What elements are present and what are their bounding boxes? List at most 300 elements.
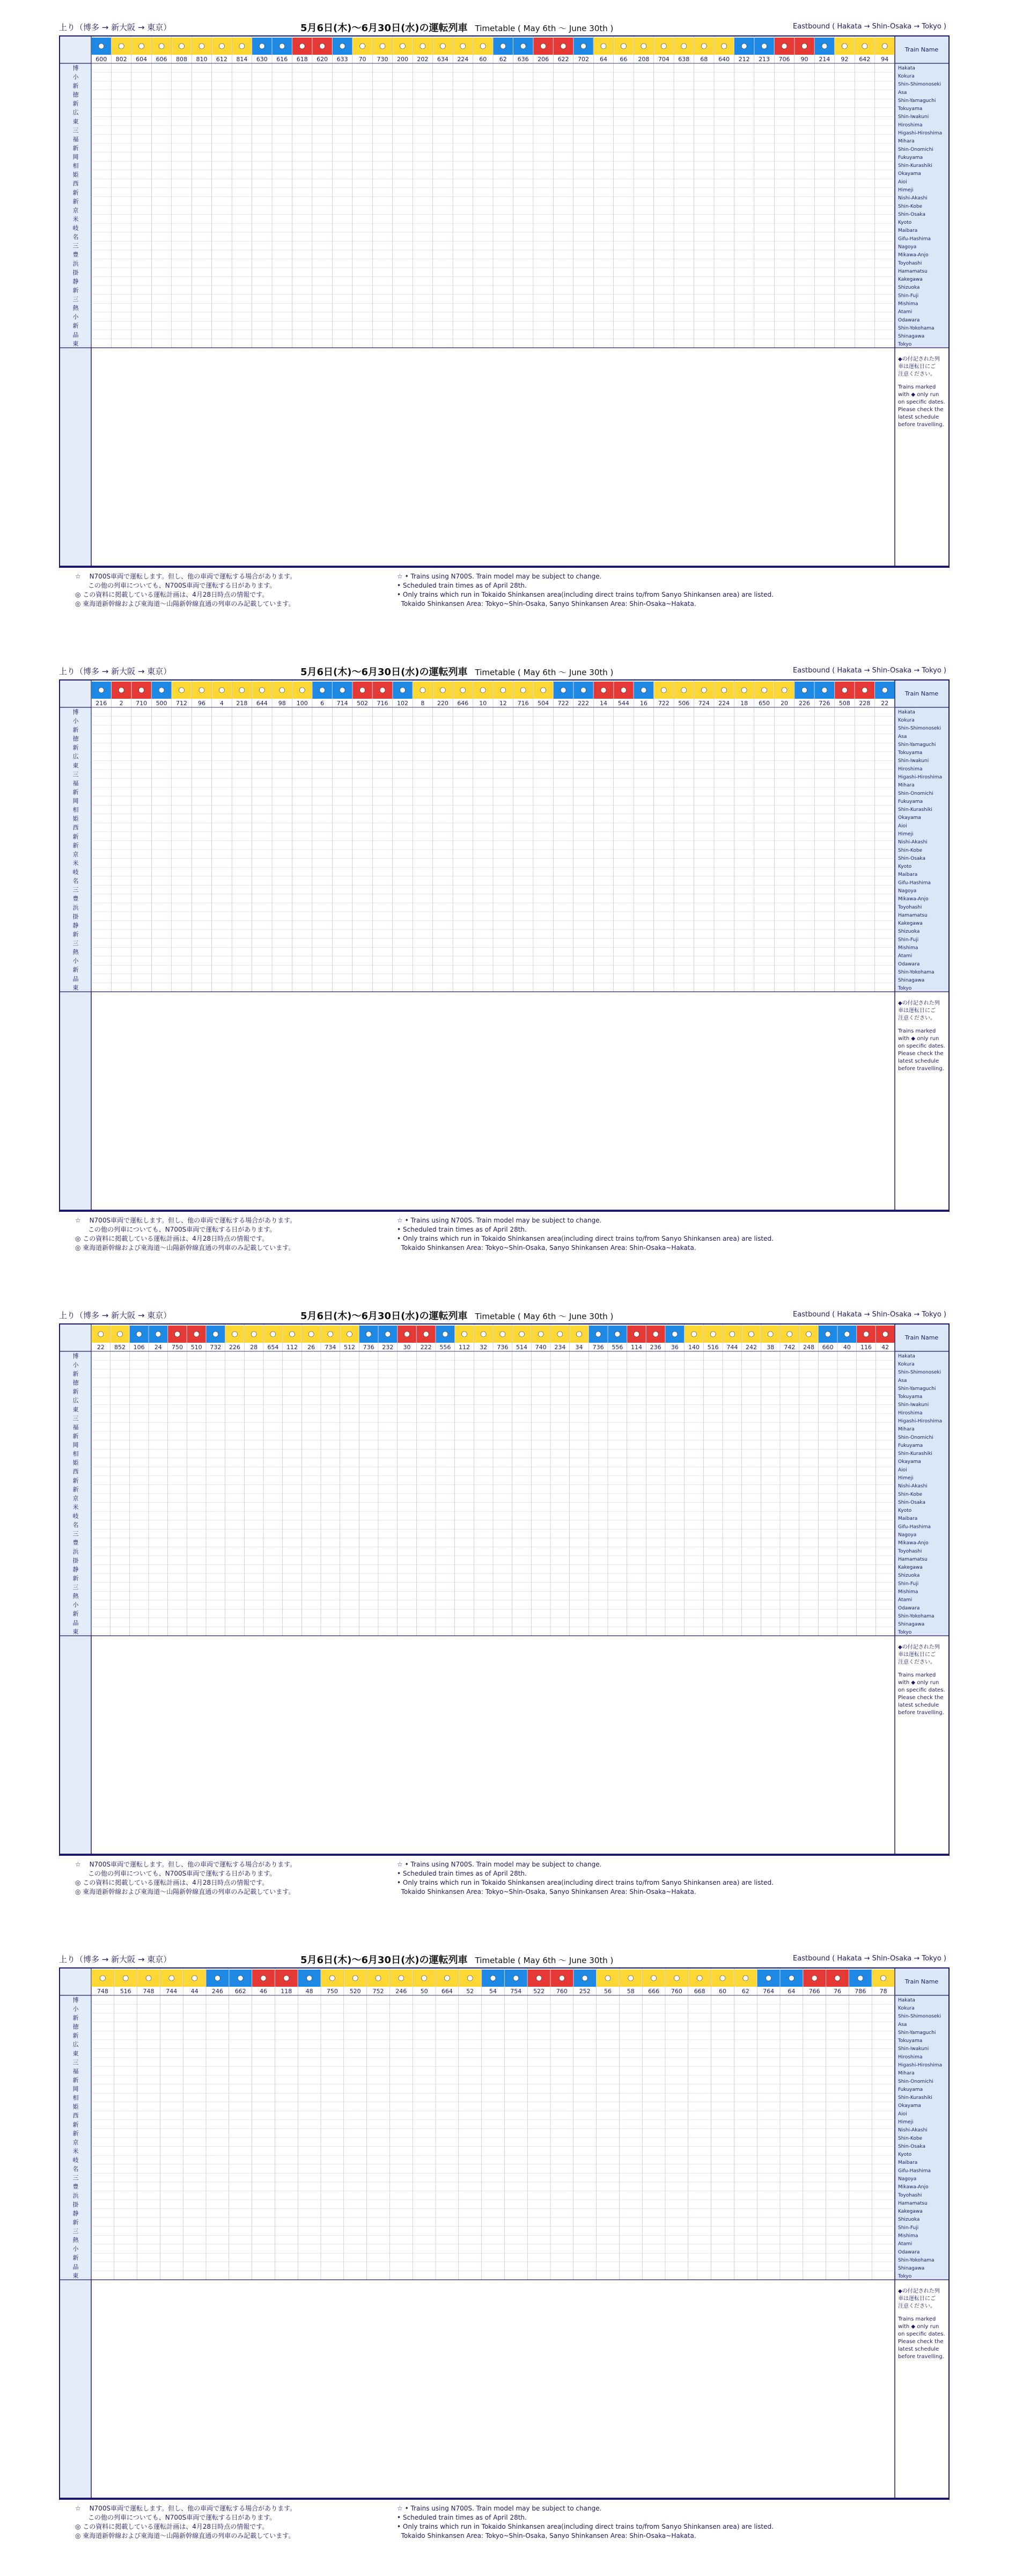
- station-name-en: Nishi-Akashi: [898, 1483, 928, 1489]
- station-name-en: Shin-Shimonoseki: [898, 82, 941, 87]
- timetable-frame: [59, 1323, 950, 1855]
- train-type-icon: [501, 687, 506, 693]
- station-name-jp: 三: [72, 886, 79, 894]
- station-name-jp: 新: [72, 2129, 79, 2137]
- station-name-en: Shin-Osaka: [898, 211, 925, 217]
- station-name-jp: 静: [72, 921, 79, 929]
- train-type-icon: [156, 1331, 161, 1337]
- station-name-en: Aioi: [898, 823, 907, 829]
- station-name-en: Hiroshima: [898, 1410, 923, 1416]
- train-number: 634: [437, 56, 448, 63]
- station-name-jp: 西: [72, 824, 79, 831]
- station-name-jp: 三: [72, 296, 79, 303]
- station-name-en: Mishima: [898, 945, 918, 951]
- station-name-en: Shin-Shimonoseki: [898, 726, 941, 731]
- station-name-jp: 熱: [72, 948, 79, 956]
- station-name-en: Toyohashi: [898, 2192, 922, 2198]
- station-name-jp: 新: [72, 1575, 79, 1582]
- train-number: 206: [538, 56, 549, 63]
- station-column-en: [895, 36, 948, 428]
- train-type-icon: [139, 687, 144, 693]
- train-number: 242: [746, 1344, 757, 1351]
- station-name-en: Maibara: [898, 228, 918, 234]
- train-type-icon: [219, 687, 224, 693]
- station-name-en: Fukuyama: [898, 799, 923, 804]
- train-type-icon: [641, 43, 646, 49]
- note-line: • Only trains which run in Tokaido Shinkansen area(including direct trains to/from Sanyo Shinkansen area) are listed.: [397, 1235, 774, 1242]
- station-name-en: Mikawa-Anjo: [898, 252, 929, 258]
- station-name-jp: 徳: [72, 735, 79, 743]
- station-name-jp: 徳: [72, 1379, 79, 1387]
- divider: [59, 1855, 950, 1856]
- train-type-icon: [722, 687, 727, 693]
- station-name-en: Shin-Kurashiki: [898, 163, 932, 169]
- station-name-jp: 広: [72, 2041, 79, 2048]
- direction-label: Eastbound ( Hakata → Shin-Osaka → Tokyo ): [793, 667, 946, 675]
- train-number: 24: [154, 1344, 162, 1351]
- train-number: 636: [517, 56, 529, 63]
- train-type-icon: [801, 687, 807, 693]
- train-type-icon: [862, 43, 867, 49]
- station-name-en: Okayama: [898, 815, 921, 821]
- side-note-en: with ◆ only run: [898, 1036, 939, 1042]
- train-number: 506: [678, 700, 690, 707]
- train-type-icon: [400, 687, 405, 693]
- train-type-icon: [179, 687, 185, 693]
- station-name-jp: 新: [72, 2032, 79, 2039]
- station-name-en: Mikawa-Anjo: [898, 896, 929, 902]
- train-type-icon: [480, 687, 485, 693]
- train-type-icon: [882, 687, 887, 693]
- station-name-jp: 新: [72, 1477, 79, 1484]
- train-type-icon: [842, 43, 847, 49]
- train-type-icon: [213, 1331, 218, 1337]
- train-type-icon: [782, 687, 787, 693]
- train-number: 48: [305, 1988, 313, 1995]
- train-type-icon: [261, 1975, 266, 1981]
- train-number: 514: [516, 1344, 527, 1351]
- station-name-en: Mishima: [898, 2233, 918, 2239]
- station-name-en: Toyohashi: [898, 260, 922, 266]
- train-number: 732: [210, 1344, 222, 1351]
- station-name-jp: 掛: [72, 269, 79, 276]
- station-name-jp: 新: [72, 744, 79, 751]
- title-en: Timetable ( May 6th ～ June 30th ): [475, 24, 614, 33]
- note-line: Tokaido Shinkansen Area: Tokyo~Shin-Osaka, Sanyo Shinkansen Area: Shin-Osaka~Hakata.: [397, 1244, 696, 1252]
- station-name-jp: 新: [72, 1610, 79, 1618]
- station-name-jp: 米: [72, 1503, 79, 1511]
- station-name-en: Shin-Yamaguchi: [898, 2030, 936, 2036]
- station-name-jp: 小: [72, 957, 79, 965]
- train-number: 12: [499, 700, 507, 707]
- station-name-en: Shin-Onomichi: [898, 147, 933, 152]
- station-name-jp: 博: [72, 708, 79, 716]
- station-name-jp: 京: [72, 1495, 79, 1502]
- train-number: 26: [307, 1344, 315, 1351]
- station-name-jp: 新: [72, 2014, 79, 2022]
- station-name-jp: 名: [72, 233, 79, 241]
- train-number: 606: [156, 56, 167, 63]
- train-number: 246: [395, 1988, 407, 1995]
- train-number: 722: [658, 700, 670, 707]
- station-name-jp: 新: [72, 197, 79, 205]
- train-number: 764: [763, 1988, 775, 1995]
- station-name-en: Hiroshima: [898, 766, 923, 772]
- station-name-en: Hamamatsu: [898, 2200, 928, 2206]
- train-number: 502: [357, 700, 369, 707]
- train-type-icon: [520, 43, 526, 49]
- station-name-en: Shizuoka: [898, 929, 920, 935]
- train-type-icon: [232, 1331, 238, 1337]
- side-note-jp: 注意ください。: [898, 1659, 936, 1665]
- train-type-icon: [119, 687, 124, 693]
- station-name-jp: 広: [72, 1397, 79, 1404]
- page-title: [300, 664, 613, 678]
- train-header-row: [92, 1970, 895, 1995]
- train-number: 654: [267, 1344, 279, 1351]
- station-name-jp: 相: [72, 806, 79, 814]
- station-name-jp: 広: [72, 109, 79, 116]
- train-number: 58: [627, 1988, 635, 1995]
- train-number: 736: [363, 1344, 374, 1351]
- train-type-icon: [299, 43, 305, 49]
- station-name-en: Shin-Kurashiki: [898, 807, 932, 813]
- train-type-icon: [862, 687, 867, 693]
- train-type-icon: [139, 43, 144, 49]
- page-title: [300, 1952, 613, 1966]
- footnotes-en: [397, 572, 774, 609]
- train-type-icon: [380, 687, 385, 693]
- train-name-label: Train Name: [904, 46, 939, 53]
- station-name-en: Shin-Kobe: [898, 847, 923, 853]
- train-number: 36: [671, 1344, 679, 1351]
- station-name-en: Aioi: [898, 1467, 907, 1473]
- station-name-jp: 新: [72, 2121, 79, 2128]
- station-name-en: Odawara: [898, 1605, 920, 1611]
- station-name-en: Hakata: [898, 65, 915, 71]
- footnotes-en: [397, 2504, 774, 2541]
- station-name-en: Kyoto: [898, 864, 912, 870]
- train-number: 76: [834, 1988, 841, 1995]
- station-name-en: Mihara: [898, 1426, 915, 1432]
- side-note-en: Please check the: [898, 1051, 944, 1057]
- station-column-en: [895, 680, 948, 1072]
- station-name-jp: 米: [72, 2147, 79, 2155]
- train-number: 660: [822, 1344, 834, 1351]
- station-name-en: Maibara: [898, 1516, 918, 1522]
- station-name-jp: 名: [72, 2165, 79, 2173]
- train-number: 98: [278, 700, 286, 707]
- footnotes: [59, 2504, 950, 2547]
- side-note-jp: 車は運転日にご: [898, 2296, 936, 2302]
- station-name-jp: 三: [72, 940, 79, 947]
- train-type-icon: [308, 1331, 314, 1337]
- station-name-en: Nishi-Akashi: [898, 839, 928, 845]
- divider: [59, 567, 950, 568]
- station-name-en: Kokura: [898, 718, 915, 723]
- side-note-en: latest schedule: [898, 1702, 939, 1708]
- train-type-icon: [672, 1331, 678, 1337]
- train-type-icon: [462, 1331, 467, 1337]
- timetable-grid: [60, 36, 948, 566]
- station-name-jp: 相: [72, 162, 79, 170]
- station-name-jp: 三: [72, 771, 79, 778]
- station-name-jp: 熱: [72, 2236, 79, 2244]
- page-header: [59, 1952, 950, 1965]
- train-number: 712: [176, 700, 188, 707]
- train-type-icon: [749, 1331, 754, 1337]
- train-name-label: Train Name: [904, 690, 939, 697]
- side-note-en: Trains marked: [898, 384, 936, 390]
- train-type-icon: [697, 1975, 702, 1981]
- station-name-en: Fukuyama: [898, 155, 923, 160]
- station-name-en: Tokuyama: [898, 106, 923, 112]
- train-type-icon: [634, 1331, 639, 1337]
- station-name-en: Hamamatsu: [898, 268, 928, 274]
- side-note-en: Trains marked: [898, 1672, 936, 1678]
- station-name-jp: 浜: [72, 904, 79, 911]
- station-name-en: Shizuoka: [898, 2217, 920, 2223]
- train-number: 2: [119, 700, 123, 707]
- station-name-jp: 新: [72, 966, 79, 974]
- station-column-en: [895, 1968, 948, 2360]
- station-name-jp: 西: [72, 1468, 79, 1475]
- side-note-en: latest schedule: [898, 414, 939, 420]
- station-name-en: Shin-Onomichi: [898, 2079, 933, 2084]
- train-number: 512: [344, 1344, 355, 1351]
- station-name-jp: 三: [72, 2228, 79, 2235]
- footnotes-en: [397, 1216, 774, 1253]
- note-line: • Only trains which run in Tokaido Shinkansen area(including direct trains to/from Sanyo Shinkansen area) are listed.: [397, 2523, 774, 2530]
- train-number: 556: [439, 1344, 451, 1351]
- station-name-jp: 三: [72, 127, 79, 134]
- footnotes-en: [397, 1860, 774, 1897]
- footnotes: [59, 1860, 950, 1903]
- station-name-en: Shin-Iwakuni: [898, 114, 929, 120]
- station-name-jp: 徳: [72, 91, 79, 99]
- train-number: 214: [819, 56, 830, 63]
- note-line: ◎ この資料に掲載している運転計画は、4月28日時点の情報です。: [75, 2523, 269, 2530]
- train-type-icon: [691, 1331, 697, 1337]
- train-type-icon: [100, 1975, 105, 1981]
- side-note-jp: 注意ください。: [898, 371, 936, 377]
- station-column-jp: [60, 680, 91, 1210]
- station-name-jp: 新: [72, 82, 79, 90]
- station-name-jp: 豊: [72, 1539, 79, 1547]
- station-name-jp: 小: [72, 1601, 79, 1609]
- train-type-icon: [766, 1975, 771, 1981]
- note-line: Tokaido Shinkansen Area: Tokyo~Shin-Osaka, Sanyo Shinkansen Area: Shin-Osaka~Hakata.: [397, 2532, 696, 2540]
- train-type-icon: [360, 43, 365, 49]
- train-type-icon: [519, 1331, 525, 1337]
- train-number: 20: [781, 700, 789, 707]
- station-name-en: Shin-Osaka: [898, 1499, 925, 1505]
- station-name-jp: 掛: [72, 913, 79, 920]
- side-note-en: Trains marked: [898, 1028, 936, 1034]
- station-name-jp: 静: [72, 277, 79, 285]
- train-number: 716: [517, 700, 529, 707]
- train-number: 28: [250, 1344, 258, 1351]
- train-type-icon: [541, 687, 546, 693]
- station-name-jp: 岐: [72, 224, 79, 232]
- divider: [59, 1211, 950, 1212]
- train-type-icon: [259, 687, 264, 693]
- station-name-jp: 三: [72, 2174, 79, 2182]
- station-name-en: Hamamatsu: [898, 912, 928, 918]
- station-name-en: Shin-Osaka: [898, 2143, 925, 2149]
- note-line: ☆ N700S車両で運転します。但し、他の車両で運転する場合があります。: [75, 2505, 297, 2512]
- train-type-icon: [329, 1975, 335, 1981]
- train-type-icon: [741, 43, 747, 49]
- station-name-jp: 新: [72, 287, 79, 294]
- side-note-jp: 車は運転日にご: [898, 1652, 936, 1658]
- train-number: 102: [396, 700, 408, 707]
- station-name-en: Shin-Fuji: [898, 293, 919, 299]
- footnotes-jp: [75, 1216, 296, 1253]
- timetable-page: [59, 16, 950, 623]
- station-name-jp: 熱: [72, 304, 79, 312]
- train-type-icon: [557, 1331, 563, 1337]
- station-name-jp: 西: [72, 2112, 79, 2119]
- train-type-icon: [762, 43, 767, 49]
- train-number: 54: [489, 1988, 497, 1995]
- station-name-en: Himeji: [898, 831, 914, 837]
- train-number: 140: [688, 1344, 700, 1351]
- timetable-page: [59, 1948, 950, 2555]
- note-line: ☆ N700S車両で運転します。但し、他の車両で運転する場合があります。: [75, 1217, 297, 1224]
- train-number: 633: [336, 56, 348, 63]
- train-number: 716: [377, 700, 388, 707]
- note-line: ☆ • Trains using N700S. Train model may be subject to change.: [397, 573, 602, 580]
- note-line: ◎ 東海道新幹線および東海道～山陽新幹線直通の列車のみ記載しています。: [75, 600, 295, 608]
- station-name-en: Fukuyama: [898, 2087, 923, 2092]
- note-line: ◎ この資料に掲載している運転計画は、4月28日時点の情報です。: [75, 591, 269, 598]
- train-type-icon: [822, 43, 827, 49]
- train-type-icon: [376, 1975, 381, 1981]
- train-number: 38: [767, 1344, 775, 1351]
- train-number: 726: [819, 700, 830, 707]
- train-number: 630: [256, 56, 268, 63]
- train-number: 516: [120, 1988, 131, 1995]
- station-column-jp: [60, 36, 91, 566]
- station-name-en: Himeji: [898, 2119, 914, 2125]
- side-note-en: Please check the: [898, 1695, 944, 1701]
- station-name-en: Atami: [898, 953, 913, 959]
- station-name-en: Nagoya: [898, 1532, 917, 1538]
- station-name-en: Mihara: [898, 2070, 915, 2076]
- train-number: 208: [638, 56, 650, 63]
- side-note-en: Please check the: [898, 407, 944, 413]
- station-name-en: Aioi: [898, 179, 907, 185]
- station-name-jp: 品: [72, 331, 79, 339]
- side-note-jp: ◆の付記された列: [898, 2288, 940, 2294]
- station-name-jp: 岡: [72, 1441, 79, 1449]
- train-number: 92: [841, 56, 849, 63]
- train-number: 66: [620, 56, 628, 63]
- train-type-icon: [577, 1331, 582, 1337]
- train-type-icon: [801, 43, 807, 49]
- train-number: 742: [784, 1344, 796, 1351]
- train-type-icon: [320, 43, 325, 49]
- station-name-en: Shizuoka: [898, 1573, 920, 1579]
- title-jp: 5月6日(木)～6月30日(水)の運転列車: [300, 1311, 468, 1322]
- station-name-en: Shin-Shimonoseki: [898, 2014, 941, 2019]
- train-number: 114: [631, 1344, 642, 1351]
- train-type-icon: [661, 43, 666, 49]
- station-name-jp: 東: [72, 1406, 79, 1413]
- train-type-icon: [661, 687, 666, 693]
- side-note-jp: 車は運転日にご: [898, 1008, 936, 1014]
- station-name-en: Shin-Fuji: [898, 1581, 919, 1587]
- train-number: 112: [286, 1344, 298, 1351]
- station-name-en: Shin-Fuji: [898, 2225, 919, 2231]
- station-name-en: Kakegawa: [898, 1565, 923, 1571]
- train-type-icon: [290, 1331, 295, 1337]
- train-type-icon: [681, 43, 687, 49]
- station-name-jp: 福: [72, 779, 79, 787]
- train-type-icon: [653, 1331, 658, 1337]
- station-name-en: Shinagawa: [898, 978, 925, 984]
- station-name-jp: 新: [72, 726, 79, 734]
- station-name-en: Kokura: [898, 2006, 915, 2011]
- station-name-jp: 新: [72, 788, 79, 796]
- train-number: 668: [694, 1988, 705, 1995]
- station-name-jp: 新: [72, 2219, 79, 2226]
- route-label: 上り（博多 → 新大阪 → 東京）: [59, 667, 172, 676]
- station-name-en: Shin-Kobe: [898, 1491, 923, 1497]
- station-name-jp: 岡: [72, 797, 79, 805]
- station-name-en: Atami: [898, 1597, 913, 1603]
- footnotes: [59, 1216, 950, 1259]
- station-name-jp: 小: [72, 73, 79, 80]
- train-type-icon: [307, 1975, 312, 1981]
- train-number: 620: [317, 56, 328, 63]
- station-name-en: Kyoto: [898, 2152, 912, 2158]
- train-number: 68: [700, 56, 708, 63]
- station-name-jp: 新: [72, 931, 79, 938]
- train-type-icon: [882, 1331, 888, 1337]
- station-name-en: Shinagawa: [898, 1622, 925, 1628]
- train-number: 46: [260, 1988, 267, 1995]
- note-line: この他の列車についても、N700S車両で運転する日があります。: [75, 2514, 276, 2521]
- side-note-en: before travelling.: [898, 1066, 944, 1072]
- station-name-en: Nishi-Akashi: [898, 2127, 928, 2133]
- note-line: ☆ • Trains using N700S. Train model may be subject to change.: [397, 1861, 602, 1868]
- train-type-icon: [605, 1975, 610, 1981]
- train-type-icon: [844, 1331, 850, 1337]
- direction-label: Eastbound ( Hakata → Shin-Osaka → Tokyo ): [793, 23, 946, 31]
- train-number: 22: [881, 700, 889, 707]
- station-name-jp: 東: [72, 762, 79, 769]
- train-type-icon: [651, 1975, 657, 1981]
- train-number: 618: [296, 56, 308, 63]
- station-name-jp: 新: [72, 1388, 79, 1395]
- station-name-en: Nishi-Akashi: [898, 195, 928, 201]
- note-line: ☆ • Trains using N700S. Train model may be subject to change.: [397, 2505, 602, 2512]
- note-line: ☆ N700S車両で運転します。但し、他の車両で運転する場合があります。: [75, 573, 297, 580]
- train-type-icon: [582, 1975, 587, 1981]
- train-number: 766: [808, 1988, 820, 1995]
- train-number: 802: [115, 56, 127, 63]
- footnotes-jp: [75, 1860, 296, 1897]
- station-name-jp: 新: [72, 322, 79, 330]
- train-number: 722: [557, 700, 569, 707]
- station-name-en: Shin-Yokohama: [898, 325, 935, 331]
- station-name-jp: 掛: [72, 2201, 79, 2208]
- train-number: 8: [421, 700, 425, 707]
- station-name-en: Toyohashi: [898, 904, 922, 910]
- train-number: 664: [441, 1988, 453, 1995]
